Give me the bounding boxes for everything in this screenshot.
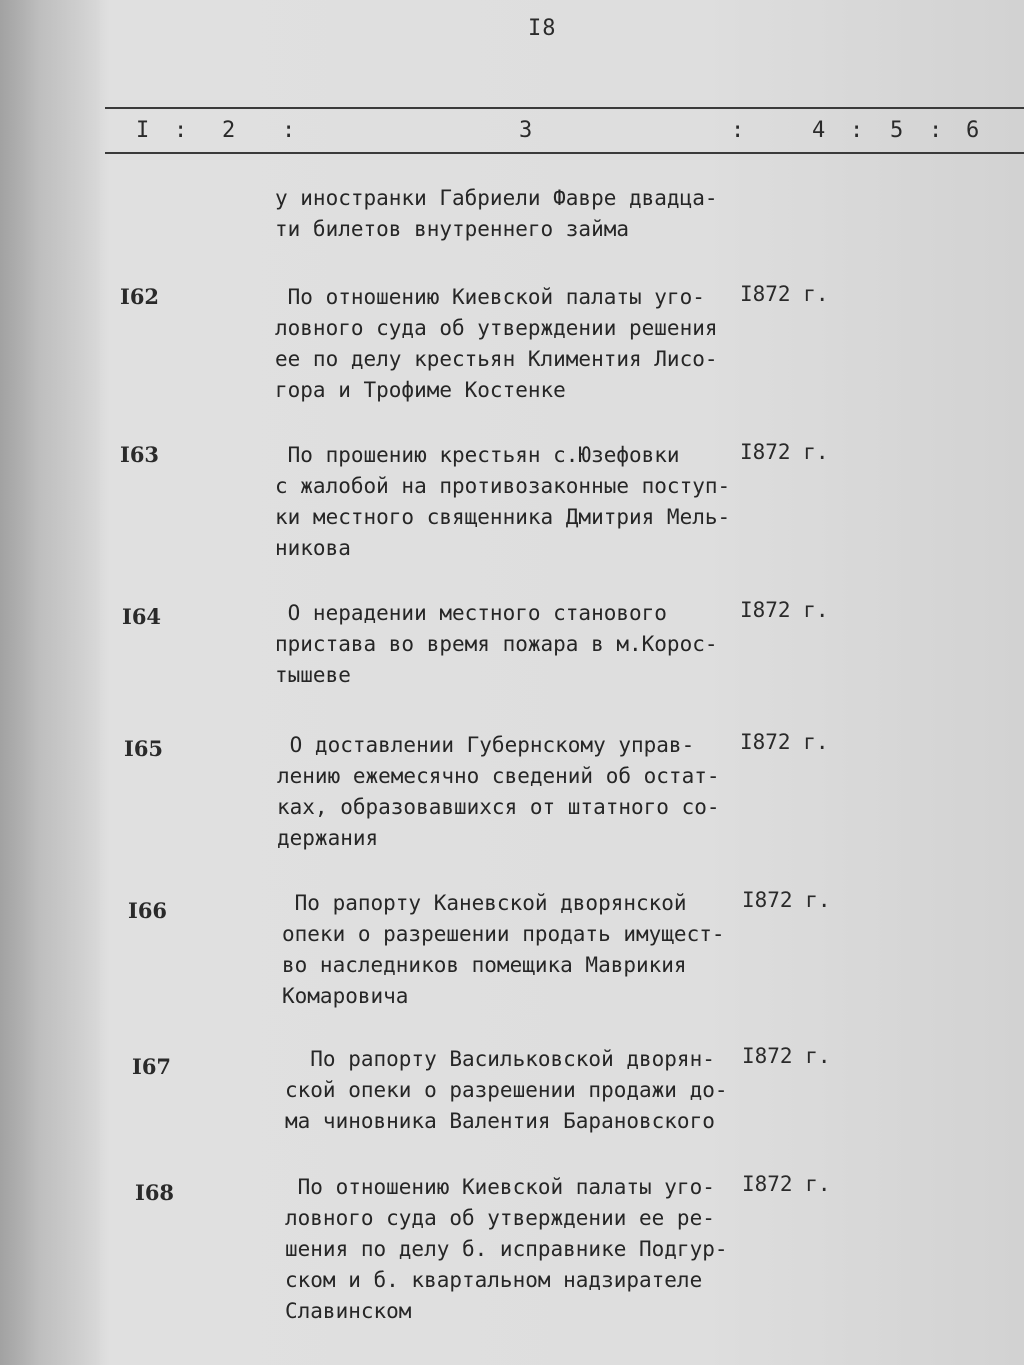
entry-year: I872 г. <box>740 598 829 622</box>
entry-year: I872 г. <box>740 730 829 754</box>
entry-year: I872 г. <box>740 282 829 306</box>
column-separator: : <box>282 118 296 143</box>
entry-description: По отношению Киевской палаты уго- ловного суда об утверждении ее ре- шения по делу б. исправнике Подгур- ском и б. квартальном надзирателе Славинском <box>285 1175 728 1323</box>
header-top-rule <box>105 107 1024 109</box>
column-header-6: 6 <box>966 118 980 143</box>
column-separator: : <box>929 118 943 143</box>
entry-number: I62 <box>120 284 160 309</box>
column-header-I: I <box>136 118 150 143</box>
entry-description: О нерадении местного станового пристава во время пожара в м.Корос- тышеве <box>275 601 718 687</box>
entry-number: I65 <box>124 736 164 761</box>
column-header-5: 5 <box>890 118 904 143</box>
entry-description: По прошению крестьян с.Юзефовки с жалобой на противозаконные поступ- ки местного священника Дмитрия Мель- никова <box>275 443 731 560</box>
entry-year: I872 г. <box>742 1172 831 1196</box>
entry-number: I66 <box>128 898 168 923</box>
entry-description: По отношению Киевской палаты уго- ловного суда об утверждении решения ее по делу крестьян Климентия Лисо- гора и Трофиме Костенке <box>275 285 718 402</box>
column-separator: : <box>174 118 188 143</box>
entry-description: у иностранки Габриели Фавре двадца- ти билетов внутреннего займа <box>275 186 718 241</box>
entry-year: I872 г. <box>740 440 829 464</box>
column-header-2: 2 <box>222 118 236 143</box>
entry-number: I64 <box>122 604 162 629</box>
entry-number: I68 <box>135 1180 175 1205</box>
column-header-3: 3 <box>519 118 533 143</box>
header-bottom-rule <box>105 152 1024 154</box>
underlying-sheet-edge <box>0 0 100 1365</box>
column-header-4: 4 <box>812 118 826 143</box>
entry-year: I872 г. <box>742 1044 831 1068</box>
entry-description: По рапорту Васильковской дворян- ской опеки о разрешении продажи до- ма чиновника Валентия Барановского <box>285 1047 728 1133</box>
entry-description: О доставлении Губернскому управ- лению ежемесячно сведений об остат- ках, образовавшихся от штатного со- держания <box>277 733 720 850</box>
page-number: I8 <box>528 16 557 41</box>
entry-number: I63 <box>120 442 160 467</box>
column-separator: : <box>850 118 864 143</box>
column-separator: : <box>731 118 745 143</box>
entry-year: I872 г. <box>742 888 831 912</box>
entry-number: I67 <box>132 1054 172 1079</box>
entry-description: По рапорту Каневской дворянской опеки о разрешении продать имущест- во наследников помещика Маврикия Комаровича <box>282 891 725 1008</box>
